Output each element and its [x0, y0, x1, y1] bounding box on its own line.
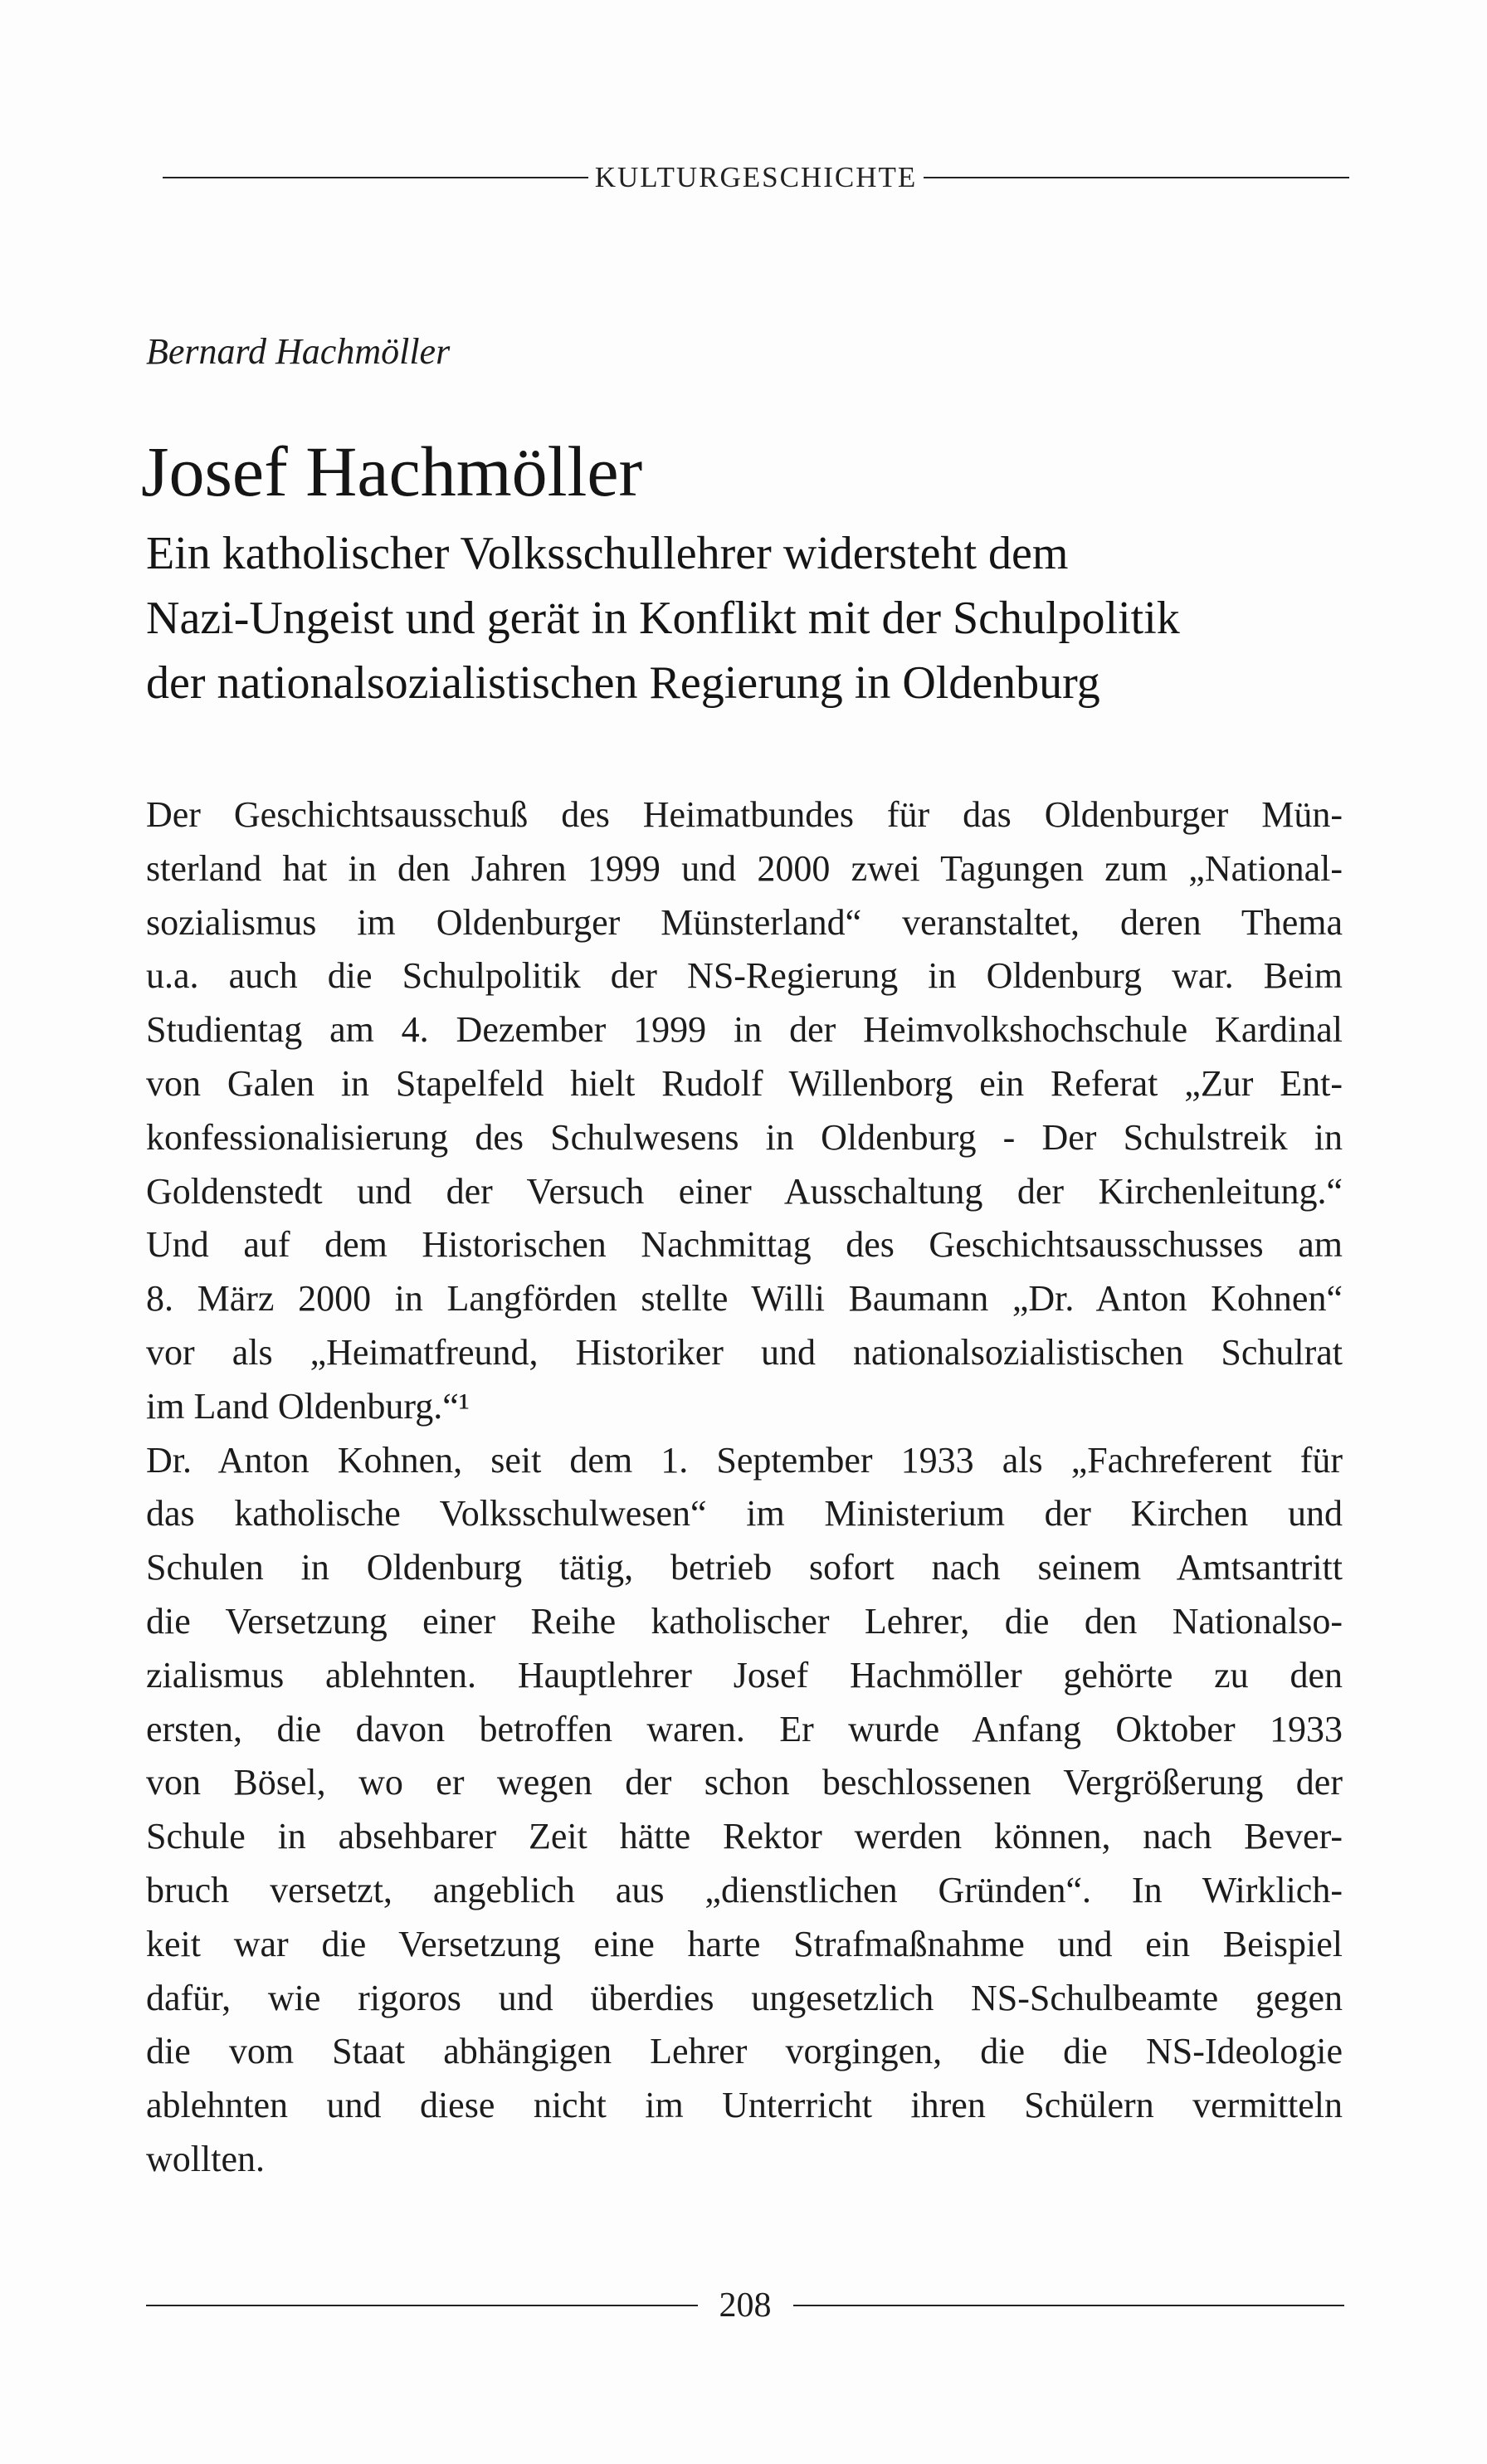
- subtitle-line: der nationalsozialistischen Regierung in Oldenburg: [146, 657, 1100, 709]
- body-line: die Versetzung einer Reihe katholischer Lehrer, die den Nationalso-: [146, 1600, 1343, 1642]
- body-line: Schulen in Oldenburg tätig, betrieb sofort nach seinem Amtsantritt: [146, 1547, 1343, 1588]
- section-header: [163, 156, 1349, 199]
- subtitle-line: Ein katholischer Volksschullehrer widersteht dem: [146, 528, 1069, 579]
- body-line: sozialismus im Oldenburger Münsterland“ veranstaltet, deren Thema: [146, 901, 1343, 943]
- article-body: [146, 788, 1343, 2187]
- footer-rule-right: [793, 2305, 1345, 2306]
- article-title: Josef Hachmöller: [141, 432, 643, 511]
- body-line: Studientag am 4. Dezember 1999 in der Heimvolkshochschule Kardinal: [146, 1009, 1343, 1051]
- body-line: dafür, wie rigoros und überdies ungesetzlich NS-Schulbeamte gegen: [146, 1977, 1343, 2018]
- body-line: vor als „Heimatfreund, Historiker und nationalsozialistischen Schulrat: [146, 1331, 1343, 1373]
- header-rule-right: [924, 177, 1349, 178]
- body-line: Schule in absehbarer Zeit hätte Rektor werden können, nach Bever-: [146, 1816, 1343, 1857]
- body-line: von Bösel, wo er wegen der schon beschlossenen Vergrößerung der: [146, 1762, 1343, 1803]
- body-line: im Land Oldenburg.“¹: [146, 1385, 470, 1427]
- body-line: von Galen in Stapelfeld hielt Rudolf Willenborg ein Referat „Zur Ent-: [146, 1062, 1343, 1104]
- subtitle-line: Nazi-Ungeist und gerät in Konflikt mit der Schulpolitik: [146, 593, 1180, 644]
- body-line: Und auf dem Historischen Nachmittag des Geschichtsausschusses am: [146, 1224, 1343, 1266]
- page-number: 208: [719, 2286, 772, 2325]
- page-footer: [146, 2281, 1344, 2330]
- body-line: wollten.: [146, 2138, 265, 2179]
- body-line: sterland hat in den Jahren 1999 und 2000 zwei Tagungen zum „National-: [146, 847, 1343, 889]
- article-subtitle: [146, 521, 1341, 715]
- body-line: 8. März 2000 in Langförden stellte Willi Baumann „Dr. Anton Kohnen“: [146, 1278, 1343, 1320]
- body-line: zialismus ablehnten. Hauptlehrer Josef Hachmöller gehörte zu den: [146, 1654, 1343, 1696]
- body-line: keit war die Versetzung eine harte Strafmaßnahme und ein Beispiel: [146, 1923, 1343, 1964]
- body-line: Goldenstedt und der Versuch einer Ausschaltung der Kirchenleitung.“: [146, 1170, 1343, 1212]
- body-line: Dr. Anton Kohnen, seit dem 1. September 1933 als „Fachreferent für: [146, 1439, 1343, 1481]
- author-name: Bernard Hachmöller: [146, 331, 451, 372]
- footer-rule-left: [146, 2305, 698, 2306]
- section-label: KULTURGESCHICHTE: [594, 161, 918, 193]
- body-line: Der Geschichtsausschuß des Heimatbundes für das Oldenburger Mün-: [146, 794, 1343, 835]
- body-line: konfessionalisierung des Schulwesens in Oldenburg - Der Schulstreik in: [146, 1116, 1343, 1158]
- body-line: ablehnten und diese nicht im Unterricht ihren Schülern vermitteln: [146, 2085, 1343, 2126]
- body-line: das katholische Volksschulwesen“ im Ministerium der Kirchen und: [146, 1493, 1343, 1535]
- body-line: bruch versetzt, angeblich aus „dienstlichen Gründen“. In Wirklich-: [146, 1869, 1343, 1910]
- body-line: die vom Staat abhängigen Lehrer vorgingen, die die NS-Ideologie: [146, 2031, 1343, 2072]
- header-rule-left: [163, 177, 588, 178]
- body-line: ersten, die davon betroffen waren. Er wurde Anfang Oktober 1933: [146, 1708, 1343, 1749]
- body-line: u.a. auch die Schulpolitik der NS-Regierung in Oldenburg war. Beim: [146, 955, 1343, 997]
